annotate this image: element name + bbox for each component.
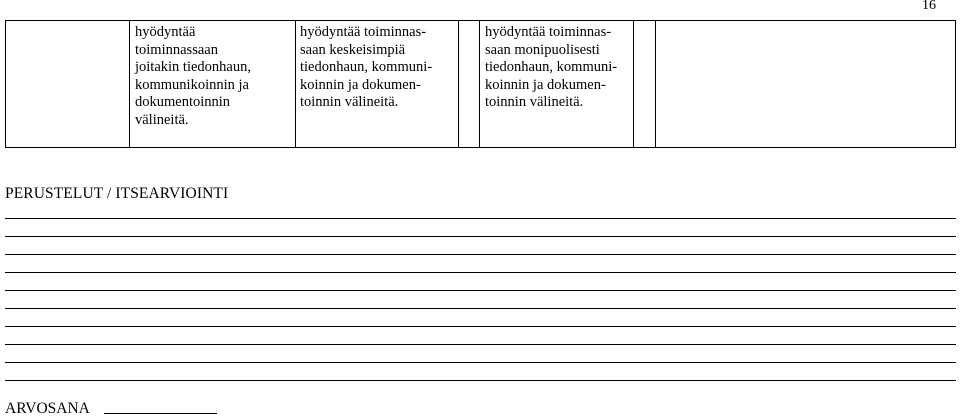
writing-line (5, 218, 956, 219)
page-number: 16 (922, 0, 936, 13)
writing-line (5, 236, 956, 237)
rubric-cell-excellent: hyödyntää toiminnas- saan monipuolisesti tiedonhaun, kommuni- koinnin ja dokumen- toinnin välineitä. (485, 24, 618, 111)
rubric-table-row (5, 20, 956, 148)
column-divider (295, 21, 296, 147)
column-divider (129, 21, 130, 147)
grade-label: ARVOSANA (5, 400, 90, 417)
writing-line (5, 290, 956, 291)
rubric-cell-basic: hyödyntää toiminnassaan joitakin tiedonhaun, kommunikoinnin ja dokumentoinnin välineitä. (135, 24, 251, 128)
writing-line (5, 254, 956, 255)
writing-line (5, 380, 956, 381)
grade-blank-line (104, 413, 217, 414)
column-divider (655, 21, 656, 147)
column-divider (633, 21, 634, 147)
writing-line (5, 326, 956, 327)
writing-line (5, 362, 956, 363)
column-divider (458, 21, 459, 147)
writing-line (5, 308, 956, 309)
writing-line (5, 272, 956, 273)
justification-heading: PERUSTELUT / ITSEARVIOINTI (5, 185, 229, 202)
writing-line (5, 344, 956, 345)
rubric-cell-good: hyödyntää toiminnas- saan keskeisimpiä tiedonhaun, kommuni- koinnin ja dokumen- toinnin välineitä. (300, 24, 433, 111)
column-divider (479, 21, 480, 147)
